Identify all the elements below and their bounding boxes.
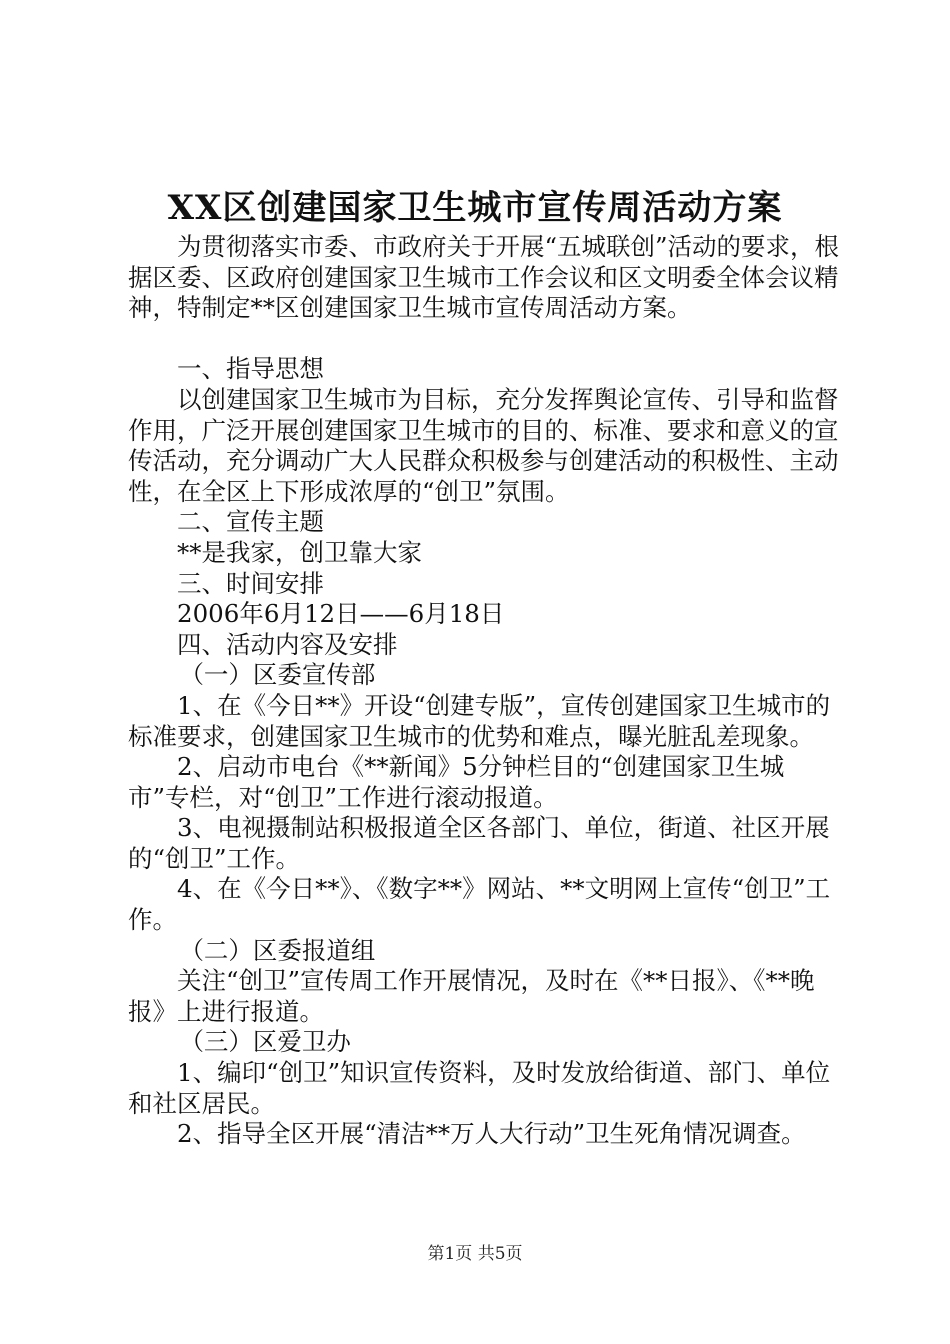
list-item: 2、指导全区开展“清洁**万人大行动”卫生死角情况调查。	[177, 1119, 806, 1149]
schedule-paragraph: 2006年6月12日——6月18日	[177, 599, 505, 629]
theme-paragraph: **是我家，创卫靠大家	[177, 537, 422, 567]
document-title: XX区创建国家卫生城市宣传周活动方案	[167, 188, 783, 228]
list-item: 1、在《今日**》开设“创建专版”，宣传创建国家卫生城市的标准要求，创建国家卫生城市的优势和难点，曝光脏乱差现象。	[128, 690, 831, 751]
list-item: 1、编印“创卫”知识宣传资料，及时发放给街道、部门、单位和社区居民。	[128, 1058, 831, 1118]
reporting-group-paragraph: 关注“创卫”宣传周工作开展情况，及时在《**日报》、《**晚报》上进行报道。	[128, 966, 815, 1026]
subsection-heading-propaganda-dept: （一）区委宣传部	[179, 660, 376, 690]
section-heading-guiding-thought: 一、指导思想	[177, 354, 324, 384]
subsection-heading-reporting-group: （二）区委报道组	[179, 935, 376, 965]
list-item: 2、启动市电台《**新闻》5分钟栏目的“创建国家卫生城市”专栏，对“创卫”工作进行滚动报道。	[128, 752, 785, 812]
intro-paragraph: 为贯彻落实市委、市政府关于开展“五城联创”活动的要求，根据区委、区政府创建国家卫生城市工作会议和区文明委全体会议精神，特制定**区创建国家卫生城市宣传周活动方案。	[128, 232, 840, 323]
subsection-heading-sanitation-office: （三）区爱卫办	[179, 1027, 351, 1057]
list-item: 3、电视摄制站积极报道全区各部门、单位，街道、社区开展的“创卫”工作。	[128, 813, 830, 873]
guiding-thought-paragraph: 以创建国家卫生城市为目标，充分发挥舆论宣传、引导和监督作用，广泛开展创建国家卫生城市的目的、标准、要求和意义的宣传活动，充分调动广大人民群众积极参与创建活动的积极性、主动性，在全区上下形成浓厚的“创卫”氛围。	[128, 384, 839, 506]
document-body	[128, 232, 840, 1150]
page-number-footer: 第1页 共5页	[427, 1244, 523, 1264]
list-item: 4、在《今日**》、《数字**》网站、**文明网上宣传“创卫”工作。	[128, 874, 831, 935]
section-heading-schedule: 三、时间安排	[177, 568, 324, 598]
section-heading-activities: 四、活动内容及安排	[177, 629, 398, 659]
section-heading-theme: 二、宣传主题	[177, 507, 324, 537]
